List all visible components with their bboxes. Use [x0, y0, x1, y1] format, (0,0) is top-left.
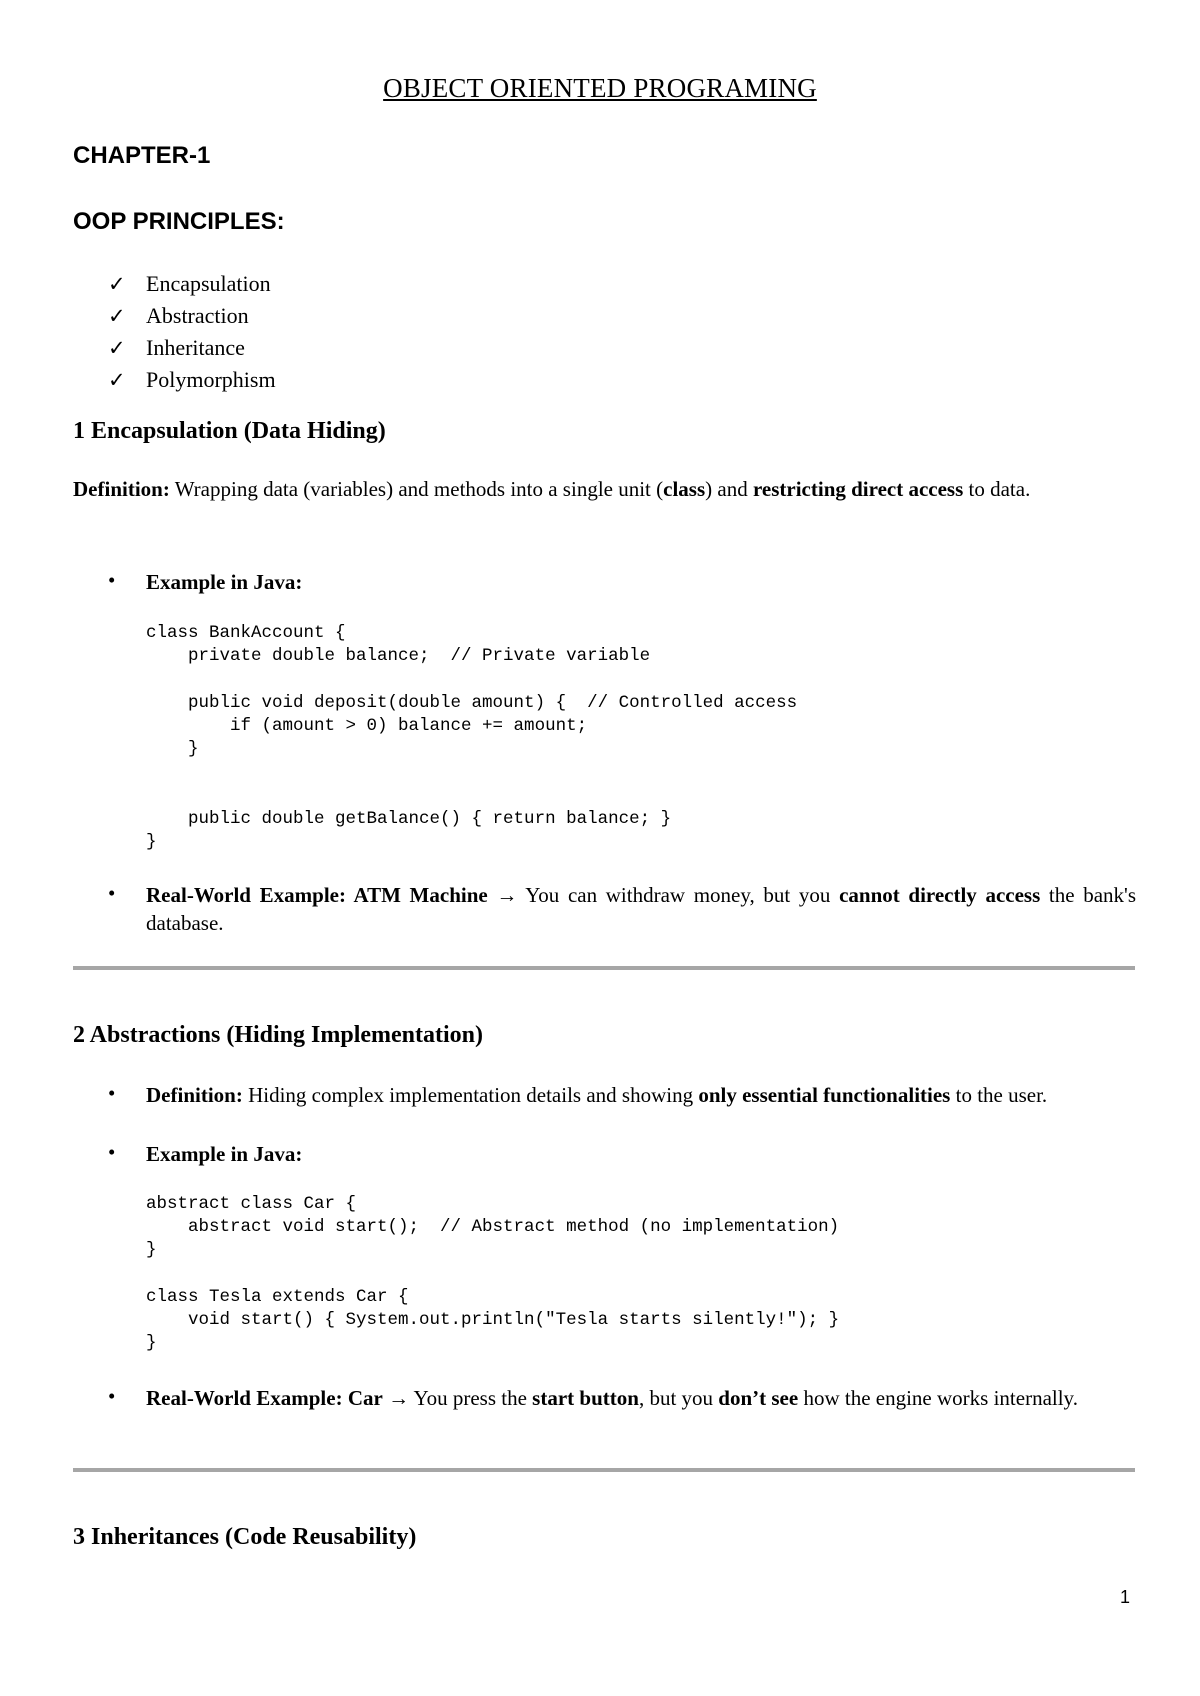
principles-heading: OOP PRINCIPLES: — [73, 208, 285, 235]
chapter-heading: CHAPTER-1 — [73, 142, 211, 169]
list-item: ✓ Encapsulation — [108, 271, 271, 296]
encapsulation-code-block: class BankAccount { private double balance; // Private variable public void deposit(double amount) { // Controlled access if (amount > 0) balance += amount; } public double getBalance() { return balance; } } — [146, 623, 798, 852]
section-divider — [73, 966, 1135, 970]
section-divider — [73, 1468, 1135, 1472]
bullet-dot-icon: • — [108, 568, 116, 592]
check-mark-icon: ✓ — [108, 304, 126, 328]
list-item: ✓ Inheritance — [108, 335, 245, 360]
inheritance-heading: 3 Inheritances (Code Reusability) — [73, 1524, 417, 1550]
bullet-dot-icon: • — [108, 1140, 116, 1164]
check-mark-icon: ✓ — [108, 336, 126, 360]
principles-list — [108, 268, 276, 396]
bullet-dot-icon: • — [108, 881, 116, 905]
page-number: 1 — [1120, 1587, 1131, 1607]
check-mark-icon: ✓ — [108, 368, 126, 392]
list-item: ✓ Polymorphism — [108, 367, 276, 392]
abstraction-code-block: abstract class Car { abstract void start(); // Abstract method (no implementation) } class Tesla extends Car { void start() { System.out.println("Tesla starts silently!"); } } — [146, 1194, 840, 1354]
encapsulation-heading: 1 Encapsulation (Data Hiding) — [73, 418, 386, 444]
check-mark-icon: ✓ — [108, 272, 126, 296]
list-item: ✓ Abstraction — [108, 303, 249, 328]
document-title: OBJECT ORIENTED PROGRAMING — [383, 73, 817, 103]
encapsulation-definition: Definition: Wrapping data (variables) and methods into a single unit (class) and restricting direct access to data. — [73, 477, 1031, 501]
abstraction-heading: 2 Abstractions (Hiding Implementation) — [73, 1022, 484, 1048]
bullet-dot-icon: • — [108, 1081, 116, 1105]
bullet-dot-icon: • — [108, 1384, 116, 1408]
